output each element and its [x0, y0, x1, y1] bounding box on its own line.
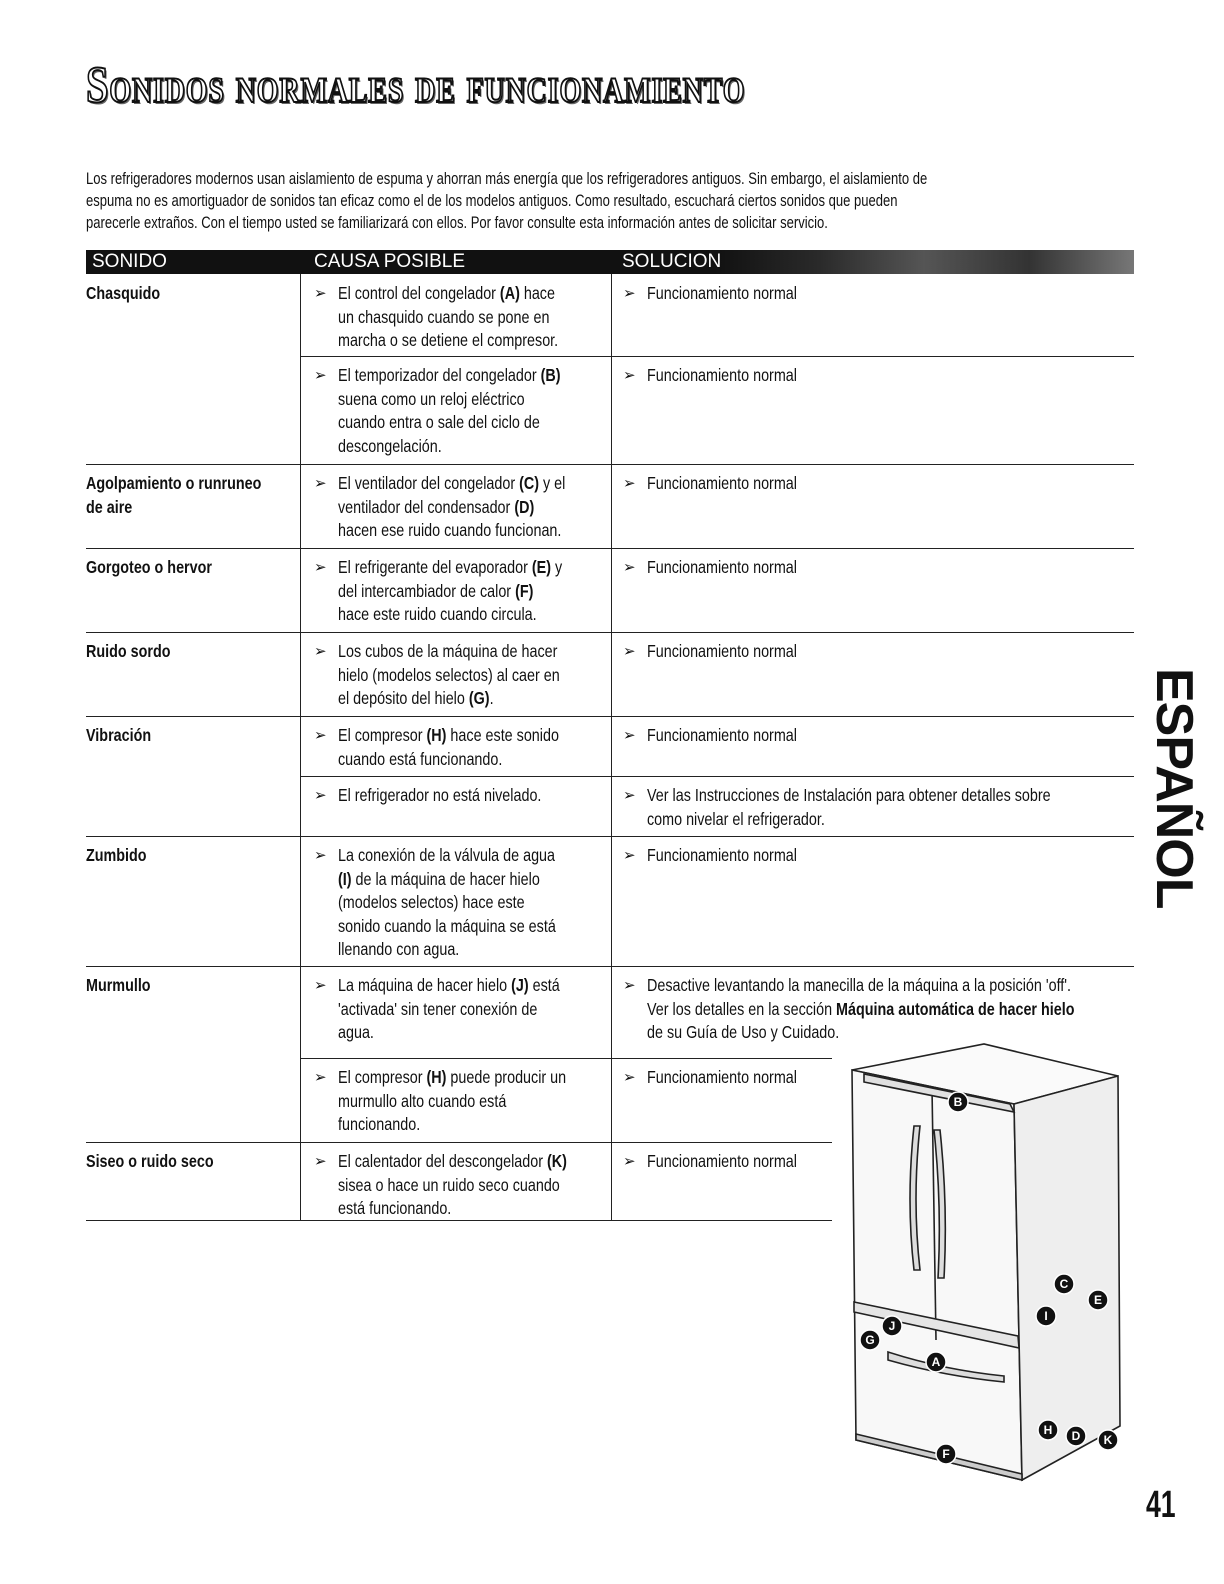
bullet-icon: ➢ — [623, 1069, 636, 1086]
row-divider — [86, 836, 1134, 837]
cause-text: murmullo alto cuando está — [338, 1090, 507, 1111]
cause-text: hacen ese ruido cuando funcionan. — [338, 520, 562, 540]
svg-text:G: G — [865, 1333, 875, 1347]
page-number: 41 — [1146, 1484, 1176, 1526]
bullet-icon: ➢ — [623, 285, 636, 302]
bullet-icon: ➢ — [623, 643, 636, 660]
diagram-marker-k — [1098, 1430, 1118, 1450]
solution-text: Funcionamiento normal — [647, 473, 797, 493]
diagram-marker-c — [1054, 1274, 1074, 1294]
solution-text: Funcionamiento normal — [647, 1151, 797, 1171]
cause-text: El ventilador del congelador (C) y el — [338, 473, 566, 493]
cause-text: El compresor (H) hace este sonido — [338, 725, 559, 745]
svg-text:F: F — [942, 1447, 950, 1461]
cause-text: funcionando. — [338, 1114, 421, 1134]
column-divider — [300, 274, 301, 1220]
svg-text:E: E — [1093, 1293, 1103, 1307]
cause-text: está funcionando. — [338, 1198, 452, 1218]
cause-text: El calentador del descongelador (K) — [338, 1151, 567, 1171]
diagram-marker-h — [1038, 1420, 1058, 1440]
cause-text: El compresor (H) puede producir un — [338, 1067, 567, 1087]
solution-text: Ver las Instrucciones de Instalación para obtener detalles sobre — [647, 785, 1051, 805]
sound-label: Chasquido — [86, 283, 161, 303]
bullet-icon: ➢ — [623, 475, 636, 492]
sound-label: Murmullo — [86, 975, 151, 995]
bullet-icon: ➢ — [314, 847, 327, 864]
language-tab — [1145, 668, 1208, 909]
bullet-icon: ➢ — [314, 643, 327, 660]
svg-text:J: J — [888, 1319, 896, 1333]
solution-text: Funcionamiento normal — [647, 365, 797, 385]
sound-label: Ruido sordo — [86, 641, 171, 661]
solution-text: Desactive levantando la manecilla de la máquina a la posición 'off'. — [647, 975, 1072, 995]
bullet-icon: ➢ — [623, 727, 636, 744]
diagram-marker-j — [882, 1316, 902, 1336]
diagram-marker-g — [860, 1330, 880, 1350]
sound-label: Siseo o ruido seco — [86, 1151, 214, 1171]
cause-text: marcha o se detiene el compresor. — [338, 330, 559, 350]
bullet-icon: ➢ — [314, 977, 327, 994]
cause-text: sonido cuando la máquina se está — [338, 915, 556, 936]
bullet-icon: ➢ — [314, 367, 327, 384]
language-tab-label: ESPAÑOL — [1145, 668, 1203, 909]
solution-text: de su Guía de Uso y Cuidado. — [647, 1022, 840, 1042]
cause-text: La conexión de la válvula de agua — [338, 845, 556, 865]
cause-text: hace este ruido cuando circula. — [338, 604, 537, 624]
row-divider — [300, 356, 1134, 357]
cause-text: un chasquido cuando se pone en — [338, 306, 550, 327]
cause-text: El control del congelador (A) hace — [338, 283, 555, 303]
cause-text: cuando está funcionando. — [338, 748, 503, 769]
bullet-icon: ➢ — [314, 727, 327, 744]
intro-line: Los refrigeradores modernos usan aislamiento de espuma y ahorran más energía que los refrigeradores antiguos. Sin embargo, el aislamiento de — [86, 170, 928, 188]
diagram-marker-f — [936, 1444, 956, 1464]
solution-text: Funcionamiento normal — [647, 641, 797, 661]
cause-text: del intercambiador de calor (F) — [338, 580, 534, 601]
diagram-marker-e — [1088, 1290, 1108, 1310]
bullet-icon: ➢ — [623, 367, 636, 384]
diagram-marker-a — [926, 1352, 946, 1372]
cause-text: El refrigerador no está nivelado. — [338, 785, 542, 805]
bullet-icon: ➢ — [314, 559, 327, 576]
diagram-marker-d — [1066, 1426, 1086, 1446]
cause-text: La máquina de hacer hielo (J) está — [338, 975, 560, 995]
sound-label: Zumbido — [86, 845, 147, 865]
row-divider — [300, 776, 1134, 777]
cause-text: hielo (modelos selectos) al caer en — [338, 664, 560, 685]
solution-text: Funcionamiento normal — [647, 1067, 797, 1087]
row-divider — [86, 464, 1134, 465]
bullet-icon: ➢ — [623, 559, 636, 576]
cause-text: cuando entra o sale del ciclo de — [338, 412, 540, 432]
row-divider — [86, 716, 1134, 717]
bullet-icon: ➢ — [314, 475, 327, 492]
cause-text: llenando con agua. — [338, 939, 460, 959]
solution-text: Ver los detalles en la sección Máquina automática de hacer hielo — [647, 998, 1075, 1019]
cause-text: descongelación. — [338, 435, 442, 456]
cause-text: agua. — [338, 1022, 374, 1042]
bullet-icon: ➢ — [314, 1069, 327, 1086]
sound-label: de aire — [86, 496, 133, 517]
cause-text: el depósito del hielo (G). — [338, 688, 494, 708]
cause-text: (modelos selectos) hace este — [338, 892, 525, 912]
sound-label: Vibración — [86, 725, 152, 745]
bullet-icon: ➢ — [623, 787, 636, 804]
svg-text:H: H — [1043, 1423, 1053, 1437]
row-divider — [86, 548, 1134, 549]
svg-text:A: A — [931, 1355, 941, 1369]
solution-text: Funcionamiento normal — [647, 725, 797, 745]
solution-text: Funcionamiento normal — [647, 557, 797, 577]
row-divider — [86, 1220, 832, 1221]
diagram-marker-i — [1036, 1306, 1056, 1326]
row-divider — [86, 1142, 832, 1143]
cause-text: sisea o hace un ruido seco cuando — [338, 1174, 560, 1195]
bullet-icon: ➢ — [314, 1153, 327, 1170]
svg-text:C: C — [1059, 1277, 1069, 1291]
solution-text: Funcionamiento normal — [647, 845, 797, 865]
cause-text: El temporizador del congelador (B) — [338, 365, 561, 385]
bullet-icon: ➢ — [314, 285, 327, 302]
cause-text: (I) de la máquina de hacer hielo — [338, 868, 540, 889]
bullet-icon: ➢ — [623, 1153, 636, 1170]
svg-text:D: D — [1071, 1429, 1081, 1443]
bullet-icon: ➢ — [623, 847, 636, 864]
intro-line: parecerle extraños. Con el tiempo usted se familiarizará con ellos. Por favor consulte esta información antes de solicitar servicio. — [86, 214, 828, 232]
bullet-icon: ➢ — [623, 977, 636, 994]
bullet-icon: ➢ — [314, 787, 327, 804]
cause-text: El refrigerante del evaporador (E) y — [338, 557, 563, 577]
sound-label: Agolpamiento o runruneo — [86, 473, 262, 493]
cause-text: 'activada' sin tener conexión de — [338, 998, 538, 1019]
cause-text: ventilador del condensador (D) — [338, 496, 535, 517]
cause-text: Los cubos de la máquina de hacer — [338, 641, 558, 661]
diagram-marker-b — [948, 1092, 968, 1112]
refrigerator-diagram — [834, 1030, 1134, 1490]
intro-line: espuma no es amortiguador de sonidos tan eficaz como el de los modelos antiguos. Como resultado, escuchará ciertos sonidos que pueden — [86, 192, 898, 210]
svg-text:B: B — [953, 1095, 963, 1109]
row-divider — [86, 632, 1134, 633]
solution-text: como nivelar el refrigerador. — [647, 808, 825, 829]
sound-label: Gorgoteo o hervor — [86, 557, 212, 577]
row-divider — [86, 966, 1134, 967]
svg-text:K: K — [1103, 1433, 1113, 1447]
header-sonido: SONIDO — [92, 251, 167, 272]
cause-text: suena como un reloj eléctrico — [338, 388, 525, 409]
svg-text:I: I — [1044, 1309, 1048, 1323]
solution-text: Funcionamiento normal — [647, 283, 797, 303]
column-divider — [611, 274, 612, 1220]
header-solucion: SOLUCION — [622, 251, 722, 272]
header-causa-posible: CAUSA POSIBLE — [314, 251, 466, 272]
page-title: Sonidos normales de funcionamiento — [86, 57, 746, 114]
row-divider — [300, 1058, 832, 1059]
